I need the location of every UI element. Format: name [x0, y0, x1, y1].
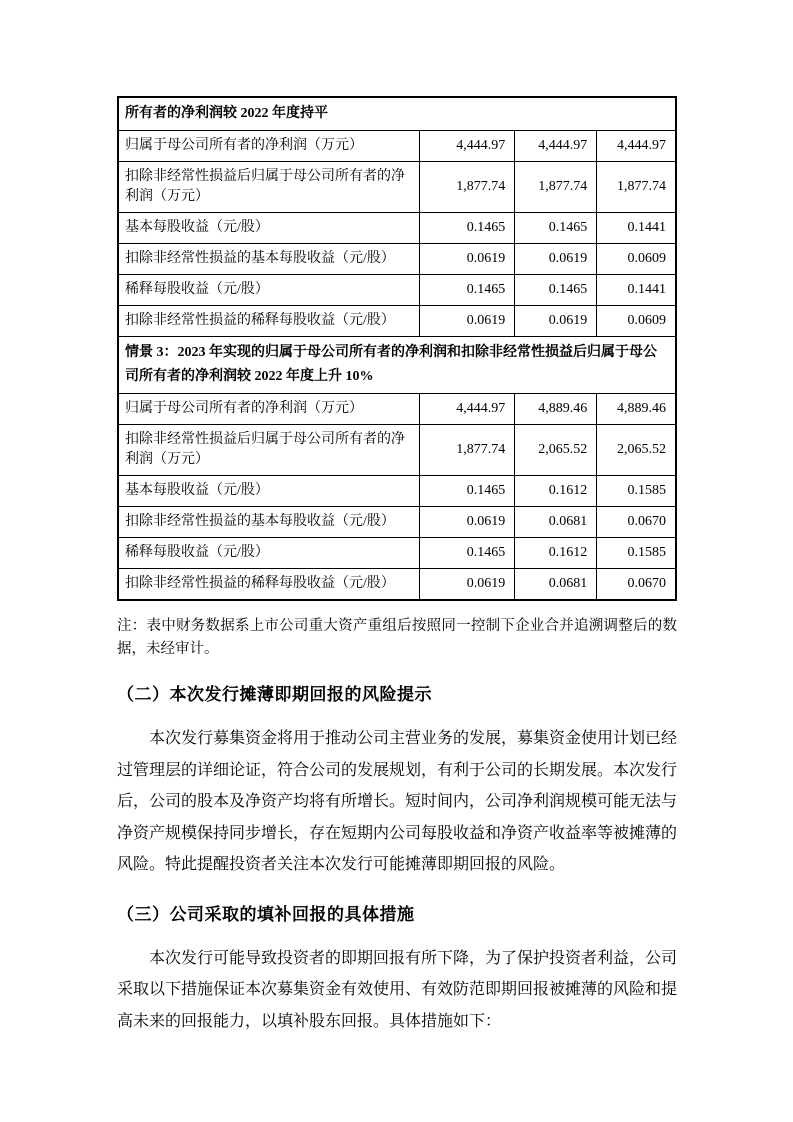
row-label: 归属于母公司所有者的净利润（万元） [118, 394, 420, 425]
row-value-col1: 4,444.97 [420, 131, 515, 162]
row-value-col3: 4,889.46 [597, 394, 676, 425]
row-value-col1: 0.0619 [420, 244, 515, 275]
document-page [117, 96, 677, 1037]
table-footnote: 注：表中财务数据系上市公司重大资产重组后按照同一控制下企业合并追溯调整后的数据，未经审计。 [117, 618, 677, 657]
row-value-col3: 0.1585 [597, 538, 676, 569]
row-value-col3: 0.1441 [597, 275, 676, 306]
row-value-col2: 1,877.74 [515, 162, 597, 213]
row-value-col2: 4,889.46 [515, 394, 597, 425]
table-row [118, 507, 676, 538]
table-row [118, 131, 676, 162]
table-row [118, 244, 676, 275]
row-value-col3: 0.1441 [597, 213, 676, 244]
row-value-col1: 1,877.74 [420, 162, 515, 213]
row-label: 稀释每股收益（元/股） [118, 275, 420, 306]
row-label: 扣除非经常性损益的稀释每股收益（元/股） [118, 569, 420, 601]
row-value-col3: 2,065.52 [597, 425, 676, 476]
table-row [118, 306, 676, 337]
row-value-col2: 4,444.97 [515, 131, 597, 162]
row-label: 基本每股收益（元/股） [118, 476, 420, 507]
paragraph-dilution-risk: 本次发行募集资金将用于推动公司主营业务的发展，募集资金使用计划已经过管理层的详细论证，符合公司的发展规划，有利于公司的长期发展。本次发行后，公司的股本及净资产均将有所增长。短时间内，公司净利润规模可能无法与净资产规模保持同步增长，存在短期内公司每股收益和净资产收益率等被摊薄的风险。特此提醒投资者关注本次发行可能摊薄即期回报的风险。 [117, 730, 678, 873]
row-value-col3: 0.0670 [597, 507, 676, 538]
scenario3-header-row-group [118, 337, 676, 394]
table-row [118, 213, 676, 244]
scenario3-rows [118, 394, 676, 601]
table-row [118, 425, 676, 476]
row-value-col1: 0.1465 [420, 213, 515, 244]
row-value-col3: 0.0609 [597, 244, 676, 275]
row-value-col2: 0.0681 [515, 569, 597, 601]
table-row [118, 476, 676, 507]
financial-scenario-table [117, 96, 677, 601]
row-value-col2: 0.1465 [515, 213, 597, 244]
row-value-col3: 4,444.97 [597, 131, 676, 162]
row-value-col2: 0.1465 [515, 275, 597, 306]
row-value-col1: 0.0619 [420, 569, 515, 601]
heading-remedial-measures: （三）公司采取的填补回报的具体措施 [117, 904, 415, 924]
row-value-col2: 0.1612 [515, 538, 597, 569]
row-value-col2: 0.0619 [515, 244, 597, 275]
scenario2-header-row-group [118, 97, 676, 131]
row-value-col1: 0.1465 [420, 538, 515, 569]
paragraph-remedial-measures: 本次发行可能导致投资者的即期回报有所下降，为了保护投资者利益，公司采取以下措施保证本次募集资金有效使用、有效防范即期回报被摊薄的风险和提高未来的回报能力，以填补股东回报。具体措施如下： [117, 949, 678, 1030]
table-section-header-row [118, 97, 676, 131]
row-label: 扣除非经常性损益的基本每股收益（元/股） [118, 244, 420, 275]
row-value-col3: 0.0670 [597, 569, 676, 601]
row-value-col1: 0.0619 [420, 507, 515, 538]
table-row [118, 538, 676, 569]
row-value-col2: 0.0681 [515, 507, 597, 538]
row-value-col2: 0.1612 [515, 476, 597, 507]
row-value-col3: 1,877.74 [597, 162, 676, 213]
row-label: 归属于母公司所有者的净利润（万元） [118, 131, 420, 162]
row-label: 扣除非经常性损益的稀释每股收益（元/股） [118, 306, 420, 337]
scenario3-section-title: 情景 3：2023 年实现的归属于母公司所有者的净利润和扣除非经常性损益后归属于母公司所有者的净利润较 2022 年度上升 10% [118, 337, 676, 394]
row-value-col1: 0.1465 [420, 275, 515, 306]
table-row [118, 162, 676, 213]
table-section-header-row [118, 337, 676, 394]
row-value-col1: 4,444.97 [420, 394, 515, 425]
row-label: 扣除非经常性损益的基本每股收益（元/股） [118, 507, 420, 538]
row-value-col1: 0.0619 [420, 306, 515, 337]
scenario2-rows [118, 131, 676, 337]
row-value-col3: 0.1585 [597, 476, 676, 507]
row-value-col2: 0.0619 [515, 306, 597, 337]
row-label: 稀释每股收益（元/股） [118, 538, 420, 569]
table-row [118, 569, 676, 601]
row-label: 扣除非经常性损益后归属于母公司所有者的净利润（万元） [118, 162, 420, 213]
row-value-col1: 0.1465 [420, 476, 515, 507]
row-label: 扣除非经常性损益后归属于母公司所有者的净利润（万元） [118, 425, 420, 476]
table-row [118, 275, 676, 306]
scenario2-section-title: 所有者的净利润较 2022 年度持平 [118, 97, 676, 131]
row-label: 基本每股收益（元/股） [118, 213, 420, 244]
table-row [118, 394, 676, 425]
row-value-col1: 1,877.74 [420, 425, 515, 476]
row-value-col2: 2,065.52 [515, 425, 597, 476]
heading-dilution-risk: （二）本次发行摊薄即期回报的风险提示 [117, 685, 432, 704]
row-value-col3: 0.0609 [597, 306, 676, 337]
